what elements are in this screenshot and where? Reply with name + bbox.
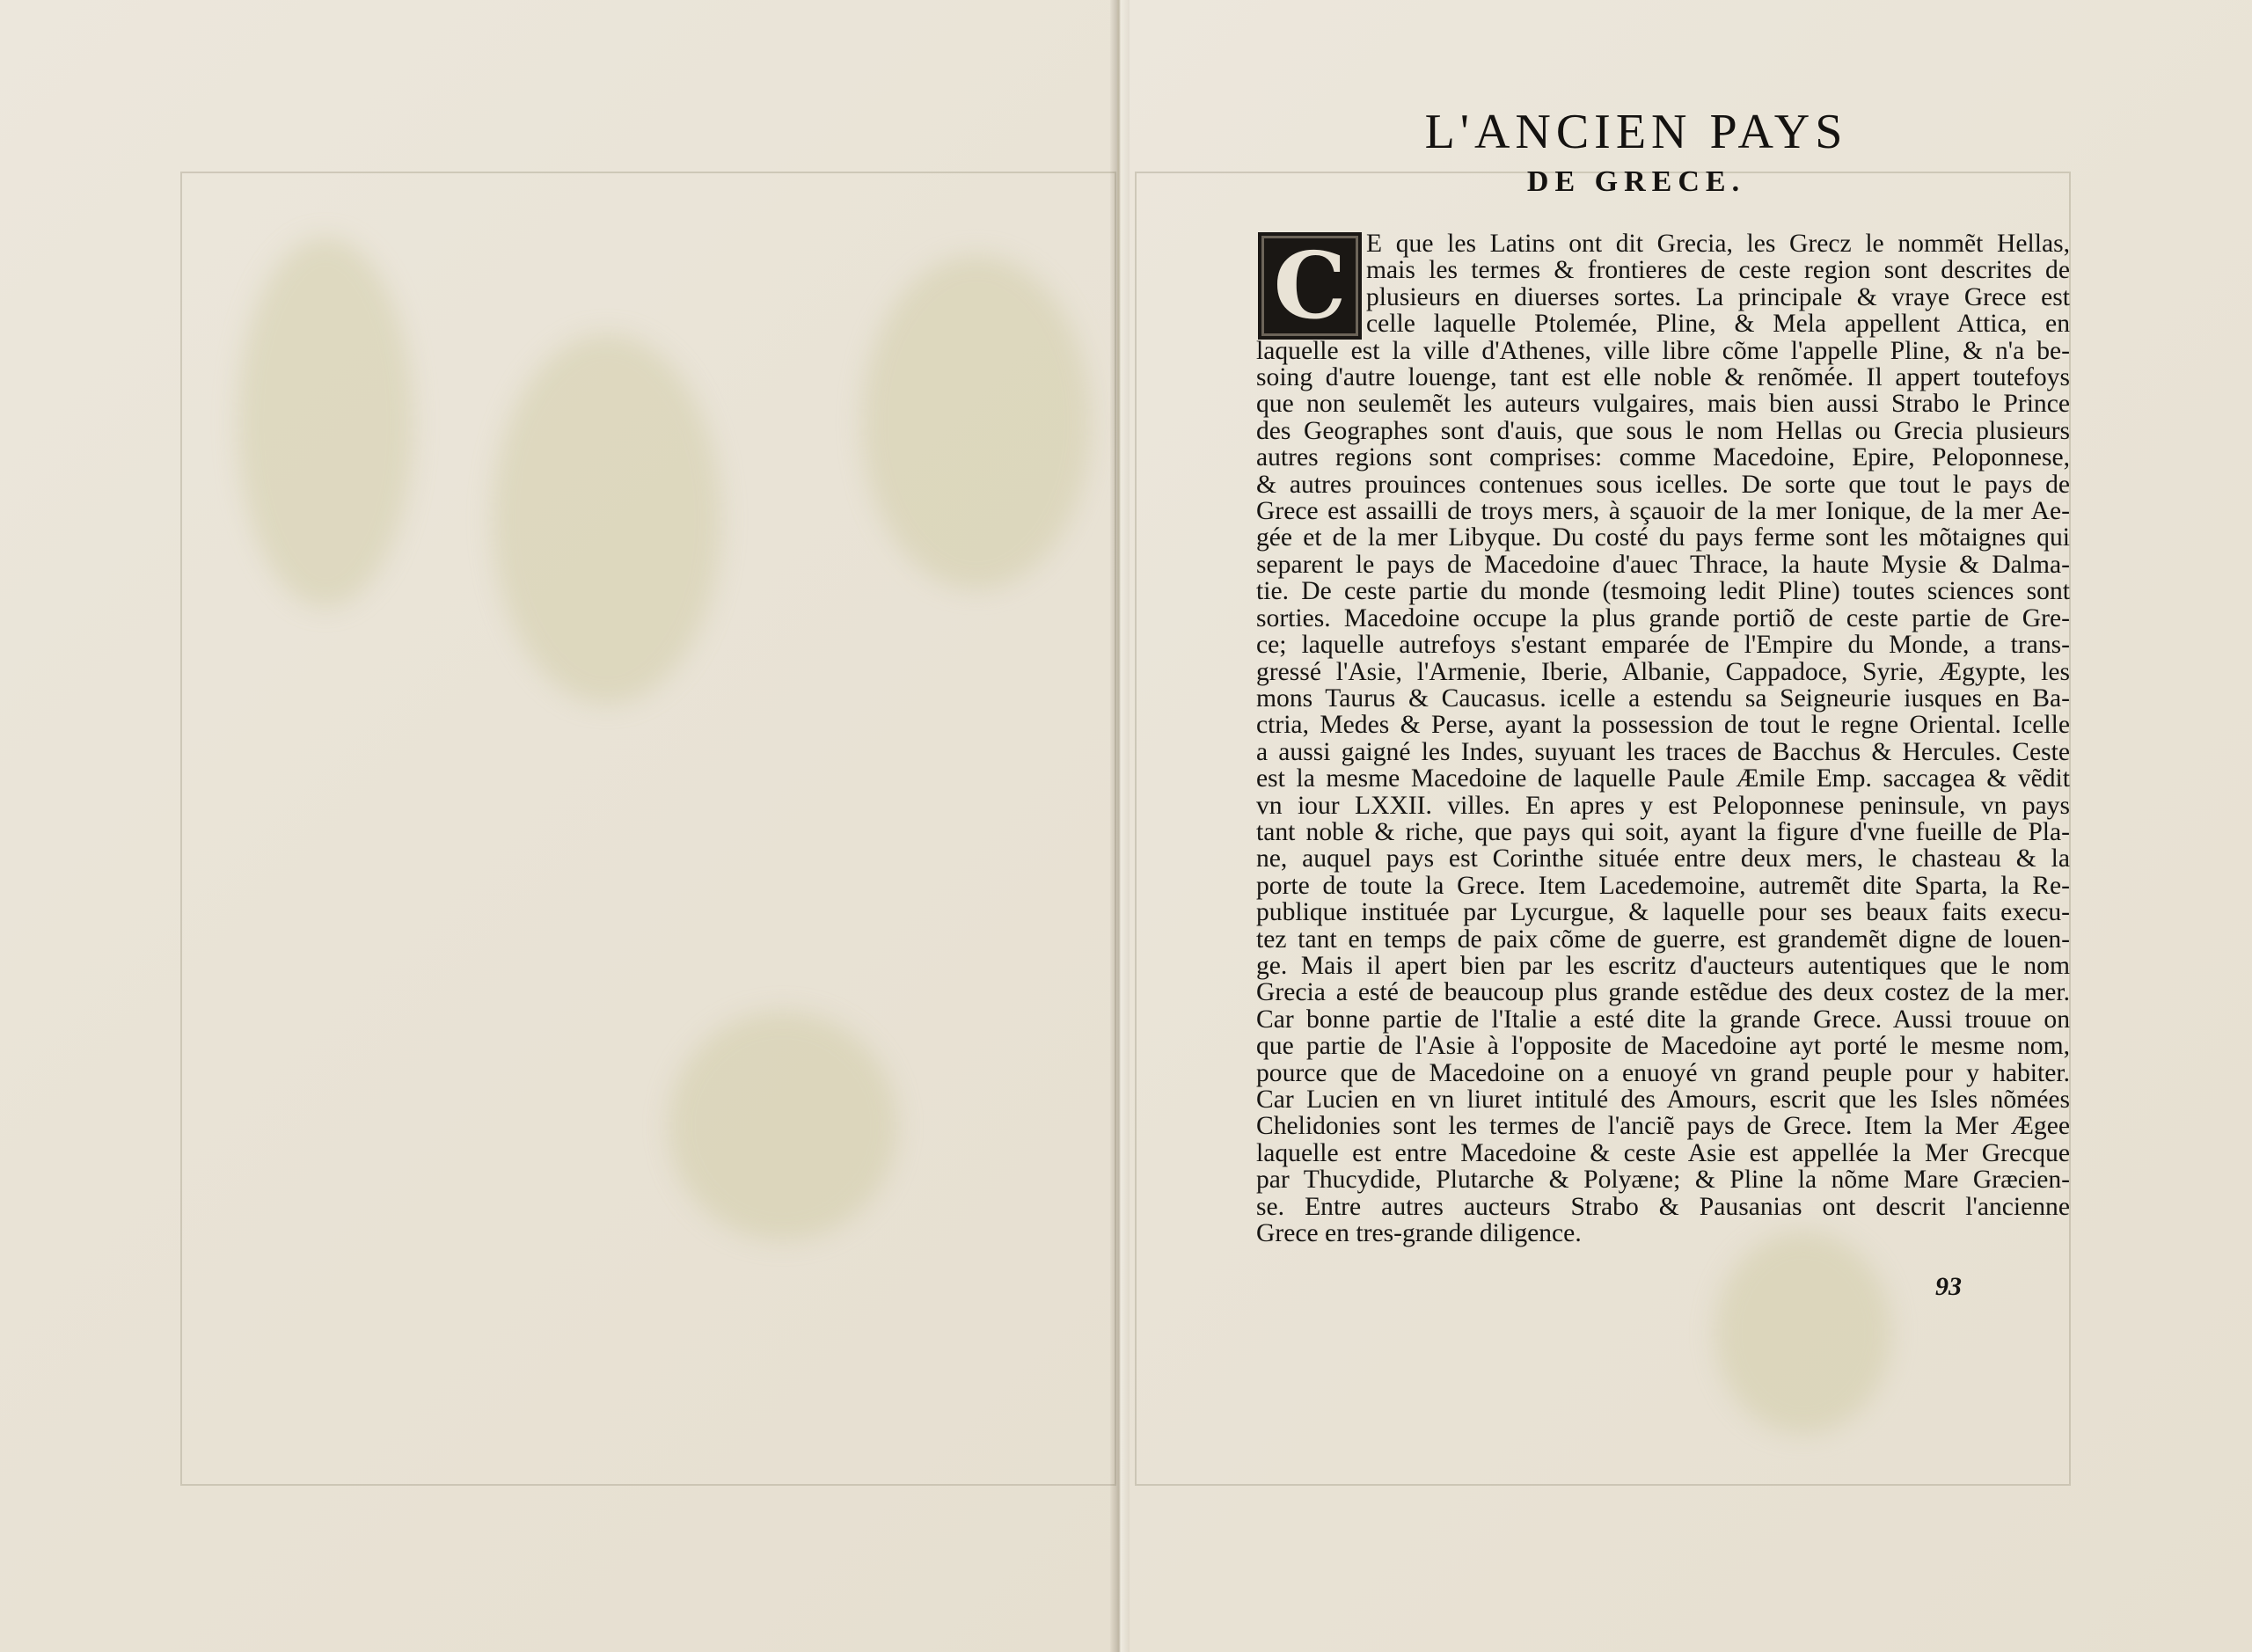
page-subtitle: DE GRECE. [1526,165,1746,198]
text-line: autres regions sont comprises: comme Macedoine, Epire, Peloponnese, [1256,443,2070,472]
text-line: gée et de la mer Libyque. Du costé du pays ferme sont les mõtaignes qui [1256,523,2070,552]
text-line: par Thucydide, Plutarche & Polyæne; & Pline la nõme Mare Græcien- [1256,1166,2070,1195]
text-line: soing d'autre louenge, tant est elle noble & renõmée. Il appert toutefoys [1256,363,2070,392]
text-line: publique instituée par Lycurgue, & laquelle pour ses beaux faits execu- [1256,898,2070,927]
text-line: Grece est assailli de troys mers, à sçauoir de la mer Ionique, de la mer Ae- [1256,497,2070,526]
text-line: Car Lucien en vn liuret intitulé des Amours, escrit que les Isles nõmées [1256,1085,2070,1114]
text-line: gressé l'Asie, l'Armenie, Iberie, Albanie, Cappadoce, Syrie, Ægypte, les [1256,657,2070,686]
page-title: L'ANCIEN PAYS [1424,105,1848,159]
text-line: tie. De ceste partie du monde (tesmoing ledit Pline) toutes sciences sont [1256,577,2070,606]
text-line: laquelle est entre Macedoine & ceste Asie est appellée la Mer Grecque [1256,1138,2070,1167]
text-line: ne, auquel pays est Corinthe située entre deux mers, le chasteau & la [1256,844,2070,874]
text-line: & autres prouinces contenues sous icelles. De sorte que tout le pays de [1256,470,2070,499]
text-line: a aussi gaigné les Indes, suyuant les traces de Bacchus & Hercules. Ceste [1256,737,2070,766]
bleed-through-stain [862,255,1091,589]
text-line: que partie de l'Asie à l'opposite de Macedoine ayt porté le mesme nom, [1256,1032,2070,1061]
text-line: ge. Mais il apert bien par les escritz d'aucteurs autentiques que le nom [1256,951,2070,980]
text-line: porte de toute la Grece. Item Lacedemoine, autremẽt dite Sparta, la Re- [1256,871,2070,900]
text-line: des Geographes sont d'auis, que sous le nom Hellas ou Grecia plusieurs [1256,416,2070,445]
text-line: Grecia a esté de beaucoup plus grande estẽdue des deux costez de la mer. [1256,978,2070,1007]
text-line: plusieurs en diuerses sortes. La principale & vraye Grece est [1366,282,2070,311]
text-line: sorties. Macedoine occupe la plus grande portiõ de ceste partie de Gre- [1256,603,2070,632]
bleed-through-stain [669,1012,897,1240]
text-line: est la mesme Macedoine de laquelle Paule Æmile Emp. saccagea & vẽdit [1256,764,2070,793]
bleed-through-stain [238,238,413,607]
text-line: tez tant en temps de paix cõme de guerre, est grandemẽt digne de louen- [1256,925,2070,954]
text-line: se. Entre autres aucteurs Strabo & Pausanias ont descrit l'ancienne [1256,1192,2070,1221]
center-fold [1110,0,1130,1652]
text-line: vn iour LXXII. villes. En apres y est Peloponnese peninsule, vn pays [1256,791,2070,820]
text-line: laquelle est la ville d'Athenes, ville libre cõme l'appelle Pline, & n'a be- [1256,336,2070,365]
bleed-through-stain [1715,1232,1891,1434]
text-line: ctria, Medes & Perse, ayant la possession de tout le regne Oriental. Icelle [1256,711,2070,740]
text-line: Chelidonies sont les termes de l'anciẽ pays de Grece. Item la Mer Ægee [1256,1112,2070,1141]
text-line: mons Taurus & Caucasus. icelle a estendu sa Seigneurie iusques en Ba- [1256,683,2070,713]
text-line: pource que de Macedoine on a enuoyé vn grand peuple pour y habiter. [1256,1058,2070,1087]
bleed-through-stain [493,334,721,704]
text-line: tant noble & riche, que pays qui soit, ayant la figure d'vne fueille de Pla- [1256,817,2070,846]
text-line: mais les termes & frontieres de ceste region sont descrites de [1366,256,2070,285]
text-line: celle laquelle Ptolemée, Pline, & Mela appellent Attica, en [1366,310,2070,339]
text-line: Car bonne partie de l'Italie a esté dite la grande Grece. Aussi trouue on [1256,1005,2070,1034]
text-line: ce; laquelle autrefoys s'estant emparée de l'Empire du Monde, a trans- [1256,631,2070,660]
decorated-initial: C [1258,232,1362,340]
body-text [1256,230,2070,1246]
text-line: separent le pays de Macedoine d'auec Thrace, la haute Mysie & Dalma- [1256,550,2070,579]
text-line: que non seulemẽt les auteurs vulgaires, mais bien aussi Strabo le Prince [1256,390,2070,419]
text-line: Grece en tres-grande diligence. [1256,1219,1582,1248]
text-line: E que les Latins ont dit Grecia, les Grecz le nommẽt Hellas, [1366,230,2070,258]
page-number: 93 [1935,1272,1962,1301]
